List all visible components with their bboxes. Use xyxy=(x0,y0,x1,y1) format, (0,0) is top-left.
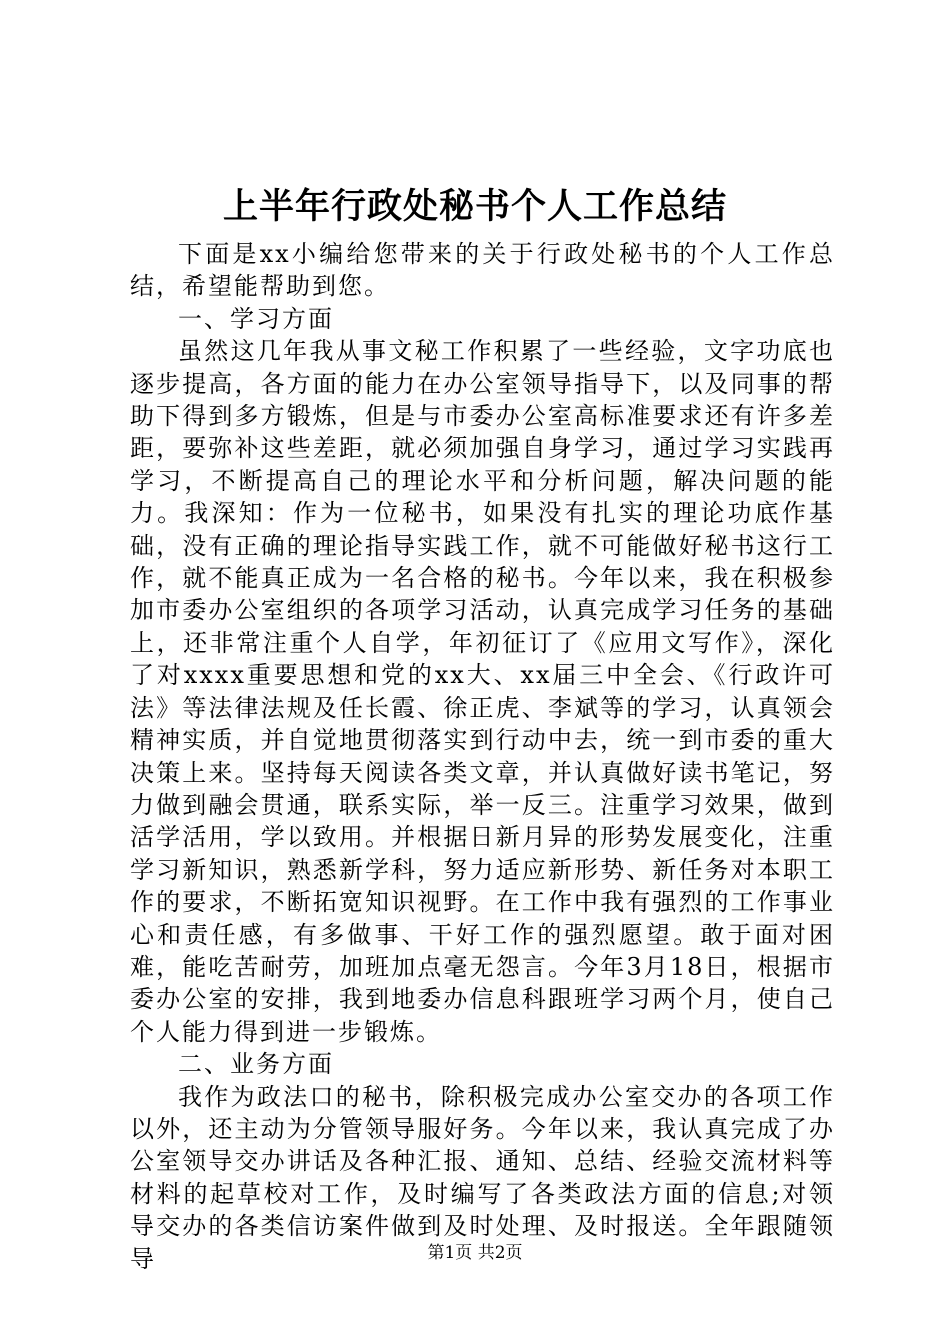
section-heading-business: 二、业务方面 xyxy=(178,1050,334,1079)
document-title: 上半年行政处秘书个人工作总结 xyxy=(222,186,727,227)
study-paragraph: 虽然这几年我从事文秘工作积累了一些经验，文字功底也逐步提高，各方面的能力在办公室领导指导下，以及同事的帮助下得到多方锻炼，但是与市委办公室高标准要求还有许多差距，要弥补这些差距，就必须加强自身学习，通过学习实践再学习，不断提高自己的理论水平和分析问题，解决问题的能力。我深知：作为一位秘书，如果没有扎实的理论功底作基础，没有正确的理论指导实践工作，就不可能做好秘书这行工作，就不能真正成为一名合格的秘书。今年以来，我在积极参加市委办公室组织的各项学习活动，认真完成学习任务的基础上，还非常注重个人自学，年初征订了《应用文写作》，深化了对xxxx重要思想和党的xx大、xx届三中全会、《行政许可法》等法律法规及任长霞、徐正虎、李斌等的学习，认真领会精神实质，并自觉地贯彻落实到行动中去，统一到市委的重大决策上来。坚持每天阅读各类文章，并认真做好读书笔记，努力做到融会贯通，联系实际，举一反三。注重学习效果，做到活学活用，学以致用。并根据日新月异的形势发展变化，注重学习新知识，熟悉新学科，努力适应新形势、新任务对本职工作的要求，不断拓宽知识视野。在工作中我有强烈的工作事业心和责任感，有多做事、干好工作的强烈愿望。敢于面对困难，能吃苦耐劳，加班加点毫无怨言。今年3月18日，根据市委办公室的安排，我到地委办信息科跟班学习两个月，使自己个人能力得到进一步锻炼。 xyxy=(130,337,835,1046)
intro-paragraph: 下面是xx小编给您带来的关于行政处秘书的个人工作总结，希望能帮助到您。 xyxy=(130,240,835,301)
document-body xyxy=(130,238,835,1275)
business-paragraph: 我作为政法口的秘书，除积极完成办公室交办的各项工作以外，还主动为分管领导服好务。今年以来，我认真完成了办公室领导交办讲话及各种汇报、通知、总结、经验交流材料等材料的起草校对工作，及时编写了各类政法方面的信息;对领导交办的各类信访案件做到及时处理、及时报送。全年跟随领导 xyxy=(130,1082,835,1273)
page-number-footer: 第1页 共2页 xyxy=(427,1243,523,1263)
section-heading-study: 一、学习方面 xyxy=(178,304,334,333)
